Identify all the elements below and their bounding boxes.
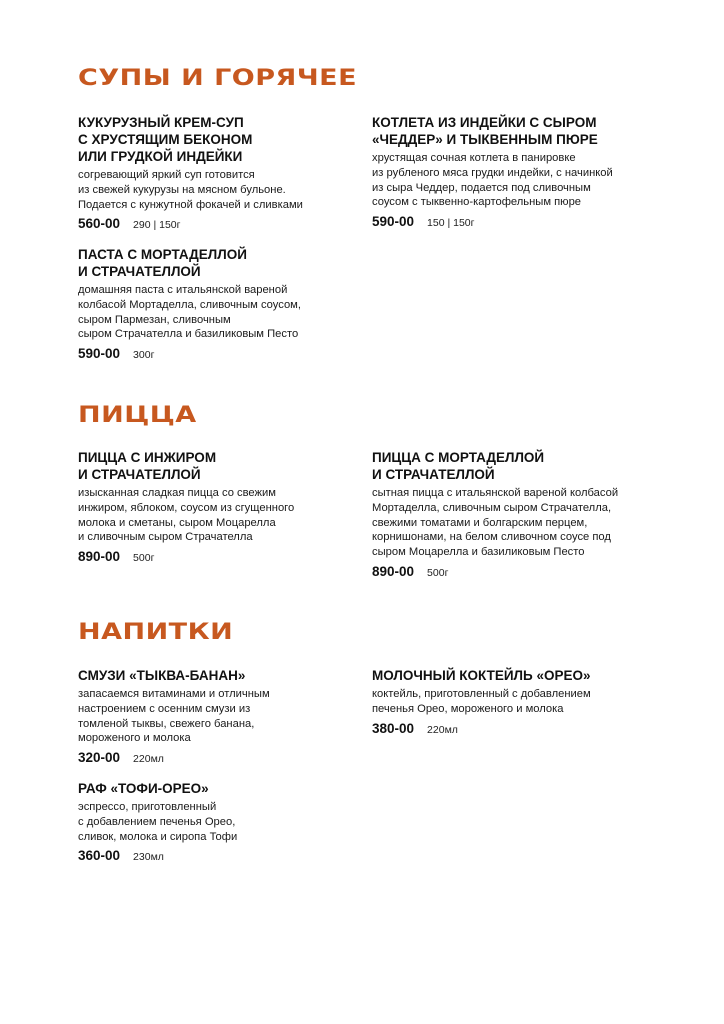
item-description: коктейль, приготовленный с добавлением печенья Орео, мороженого и молока [372, 688, 591, 715]
item-title: ПАСТА С МОРТАДЕЛЛОЙ И СТРАЧАТЕЛЛОЙ [78, 247, 247, 279]
section-title-pizza: ПИЦЦА [78, 402, 197, 428]
menu-item-toffee-oreo-raf [78, 780, 348, 865]
price-line [78, 847, 348, 865]
price-line [78, 548, 348, 566]
item-price: 380-00 [372, 720, 415, 736]
item-title: ПИЦЦА С ИНЖИРОМ И СТРАЧАТЕЛЛОЙ [78, 450, 217, 482]
item-title: КОТЛЕТА ИЗ ИНДЕЙКИ С СЫРОМ «ЧЕДДЕР» И ТЫКВЕННЫМ ПЮРЕ [372, 115, 598, 147]
menu-item-mortadella-pasta [78, 246, 348, 363]
menu-item-corn-soup [78, 114, 348, 233]
section-title-soups: СУПЫ И ГОРЯЧЕЕ [78, 65, 358, 91]
item-price: 320-00 [78, 750, 121, 766]
item-price: 360-00 [78, 848, 121, 864]
item-weight: 500г [133, 552, 155, 565]
price-line [78, 345, 348, 363]
item-title: РАФ «ТОФИ-ОРЕО» [78, 781, 209, 796]
item-weight: 290 | 150г [133, 219, 181, 232]
section-title-drinks: НАПИТКИ [78, 619, 234, 645]
item-weight: 300г [133, 349, 155, 362]
item-description: домашняя паста с итальянской вареной колбасой Мортаделла, сливочным соусом, сыром Пармезан, сливочным сыром Страчателла и базиликовым Песто [78, 284, 301, 341]
item-weight: 220мл [133, 753, 164, 766]
price-line [78, 749, 348, 767]
item-price: 590-00 [372, 214, 415, 230]
item-price: 590-00 [78, 346, 121, 362]
item-description: хрустящая сочная котлета в панировке из рубленого мяса грудки индейки, с начинкой из сыра Чеддер, подается под сливочным соусом с тыквенно-картофельным пюре [372, 152, 613, 209]
item-weight: 230мл [133, 851, 164, 864]
item-weight: 500г [427, 566, 449, 579]
item-weight: 150 | 150г [427, 217, 475, 230]
price-line [372, 563, 642, 581]
menu-item-turkey-cutlet [372, 114, 642, 231]
item-price: 890-00 [78, 549, 121, 565]
price-line [372, 720, 642, 738]
item-title: КУКУРУЗНЫЙ КРЕМ-СУП С ХРУСТЯЩИМ БЕКОНОМ ИЛИ ГРУДКОЙ ИНДЕЙКИ [78, 115, 253, 164]
item-description: эспрессо, приготовленный с добавлением печенья Орео, сливок, молока и сиропа Тофи [78, 801, 238, 843]
item-description: запасаемся витаминами и отличным настроением с осенним смузи из томленой тыквы, свежего банана, мороженого и молока [78, 688, 270, 745]
menu-item-mortadella-pizza [372, 449, 642, 581]
item-title: МОЛОЧНЫЙ КОКТЕЙЛЬ «ОРЕО» [372, 668, 591, 683]
item-title: ПИЦЦА С МОРТАДЕЛЛОЙ И СТРАЧАТЕЛЛОЙ [372, 450, 545, 482]
item-price: 890-00 [372, 563, 415, 579]
item-weight: 220мл [427, 723, 458, 736]
item-title: СМУЗИ «ТЫКВА-БАНАН» [78, 668, 246, 683]
item-description: сытная пицца с итальянской вареной колбасой Мортаделла, сливочным сыром Страчателла, свежими томатами и болгарским перцем, корнишонами, на белом сливочном соусе под сыром Моцарелла и базиликовым Песто [372, 487, 619, 559]
menu-item-oreo-milkshake [372, 667, 642, 738]
price-line [372, 213, 642, 231]
item-description: согревающий яркий суп готовится из свежей кукурузы на мясном бульоне. Подается с кунжутной фокачей и сливками [78, 169, 303, 211]
item-price: 560-00 [78, 216, 121, 232]
menu-item-fig-pizza [78, 449, 348, 566]
price-line [78, 215, 348, 233]
item-description: изысканная сладкая пицца со свежим инжиром, яблоком, соусом из сгущенного молока и сметаны, сыром Моцарелла и сливочным сыром Страчателла [78, 487, 295, 544]
menu-item-pumpkin-smoothie [78, 667, 348, 767]
